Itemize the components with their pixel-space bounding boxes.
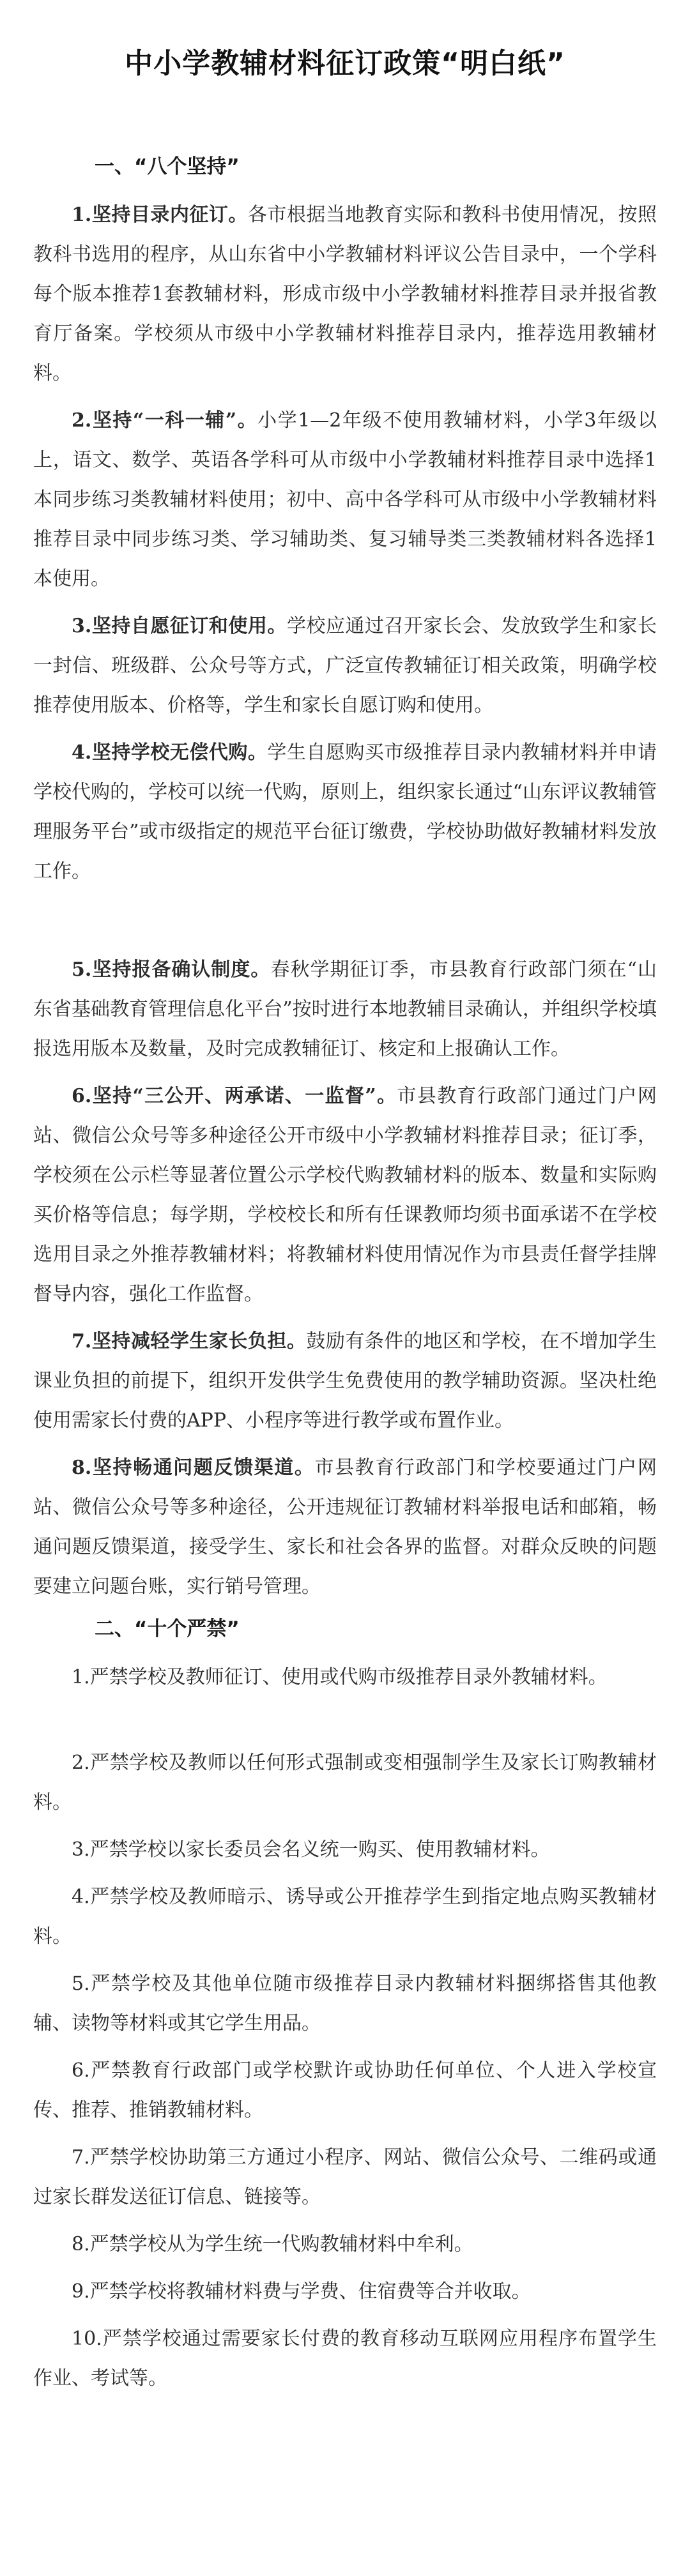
spacer bbox=[33, 1705, 657, 1743]
persist-item-2-text: 小学1—2年级不使用教辅材料，小学3年级以上，语文、数学、英语各学科可从市级中小学教辅材料推荐目录中选择1本同步练习类教辅材料使用；初中、高中各学科可从市级中小学教辅材料推荐目录中同步练习类、学习辅助类、复习辅导类三类教辅材料各选择1本使用。 bbox=[33, 409, 657, 590]
prohibit-item-6: 6.严禁教育行政部门或学校默许或协助任何单位、个人进入学校宣传、推荐、推销教辅材料。 bbox=[33, 2059, 657, 2121]
persist-item-8-text: 市县教育行政部门和学校要通过门户网站、微信公众号等多种途径，公开违规征订教辅材料举报电话和邮箱，畅通问题反馈渠道，接受学生、家长和社会各界的监督。对群众反映的问题要建立问题台账，实行销号管理。 bbox=[33, 1457, 657, 1598]
prohibit-item-3: 3.严禁学校以家长委员会名义统一购买、使用教辅材料。 bbox=[72, 1838, 550, 1861]
persist-item-2-lead: 2.坚持“一科一辅”。 bbox=[72, 409, 258, 432]
persist-item-7-lead: 7.坚持减轻学生家长负担。 bbox=[72, 1330, 307, 1352]
persist-item-7-text: 鼓励有条件的地区和学校，在不增加学生课业负担的前提下，组织开发供学生免费使用的教学辅助资源。坚决杜绝使用需家长付费的APP、小程序等进行教学或布置作业。 bbox=[33, 1330, 657, 1432]
prohibit-item-7: 7.严禁学校协助第三方通过小程序、网站、微信公众号、二维码或通过家长群发送征订信息、链接等。 bbox=[33, 2146, 657, 2208]
prohibit-item-9: 9.严禁学校将教辅材料费与学费、住宿费等合并收取。 bbox=[72, 2280, 531, 2303]
persist-item-7 bbox=[33, 1322, 657, 1441]
persist-item-4-text: 学生自愿购买市级推荐目录内教辅材料并申请学校代购的，学校可以统一代购，原则上，组织家长通过“山东评议教辅管理服务平台”或市级指定的规范平台征订缴费，学校协助做好教辅材料发放工作。 bbox=[33, 741, 657, 883]
prohibit-item-2: 2.严禁学校及教师以任何形式强制或变相强制学生及家长订购教辅材料。 bbox=[33, 1752, 657, 1814]
persist-item-8-lead: 8.坚持畅通问题反馈渠道。 bbox=[72, 1457, 315, 1479]
section-heading-ten-prohibit: 二、“十个严禁” bbox=[95, 1618, 240, 1640]
persist-item-6-lead: 6.坚持“三公开、两承诺、一监督”。 bbox=[72, 1085, 397, 1107]
persist-item-5-text: 春秋学期征订季，市县教育行政部门须在“山东省基础教育管理信息化平台”按时进行本地教辅目录确认，并组织学校填报选用版本及数量，及时完成教辅征订、核定和上报确认工作。 bbox=[33, 958, 657, 1060]
prohibit-item-1: 1.严禁学校及教师征订、使用或代购市级推荐目录外教辅材料。 bbox=[72, 1666, 608, 1688]
prohibit-item-10: 10.严禁学校通过需要家长付费的教育移动互联网应用程序布置学生作业、考试等。 bbox=[33, 2328, 657, 2390]
persist-item-6-text: 市县教育行政部门通过门户网站、微信公众号等多种途径公开市级中小学教辅材料推荐目录；征订季，学校须在公示栏等显著位置公示学校代购教辅材料的版本、数量和实际购买价格等信息；每学期，学校校长和所有任课教师均须书面承诺不在学校选用目录之外推荐教辅材料；将教辅材料使用情况作为市县责任督学挂牌督导内容，强化工作监督。 bbox=[33, 1085, 657, 1305]
document-title: 中小学教辅材料征订政策“明白纸” bbox=[125, 47, 565, 80]
prohibit-item-4: 4.严禁学校及教师暗示、诱导或公开推荐学生到指定地点购买教辅材料。 bbox=[33, 1886, 657, 1948]
prohibit-item-8: 8.严禁学校从为学生统一代购教辅材料中牟利。 bbox=[72, 2233, 473, 2255]
spacer bbox=[33, 899, 657, 950]
persist-item-4-lead: 4.坚持学校无偿代购。 bbox=[72, 741, 268, 764]
prohibit-item-5: 5.严禁学校及其他单位随市级推荐目录内教辅材料捆绑搭售其他教辅、读物等材料或其它学生用品。 bbox=[33, 1973, 657, 2034]
persist-item-4 bbox=[33, 733, 657, 891]
persist-item-5 bbox=[33, 950, 657, 1069]
persist-item-1-text: 各市根据当地教育实际和教科书使用情况，按照教科书选用的程序，从山东省中小学教辅材料评议公告目录中，一个学科每个版本推荐1套教辅材料，形成市级中小学教辅材料推荐目录并报省教育厅备案。学校须从市级中小学教辅材料推荐目录内，推荐选用教辅材料。 bbox=[33, 204, 657, 384]
persist-item-3-text: 学校应通过召开家长会、发放致学生和家长一封信、班级群、公众号等方式，广泛宣传教辅征订相关政策，明确学校推荐使用版本、价格等，学生和家长自愿订购和使用。 bbox=[33, 615, 657, 716]
persist-item-3 bbox=[33, 607, 657, 725]
persist-item-8 bbox=[33, 1448, 657, 1607]
section-heading-eight-persist: 一、“八个坚持” bbox=[95, 155, 240, 178]
persist-item-3-lead: 3.坚持自愿征订和使用。 bbox=[72, 615, 287, 637]
persist-item-1-lead: 1.坚持目录内征订。 bbox=[72, 204, 248, 226]
persist-item-6 bbox=[33, 1077, 657, 1314]
persist-item-2 bbox=[33, 401, 657, 599]
persist-item-1 bbox=[33, 195, 657, 393]
persist-item-5-lead: 5.坚持报备确认制度。 bbox=[72, 958, 271, 981]
